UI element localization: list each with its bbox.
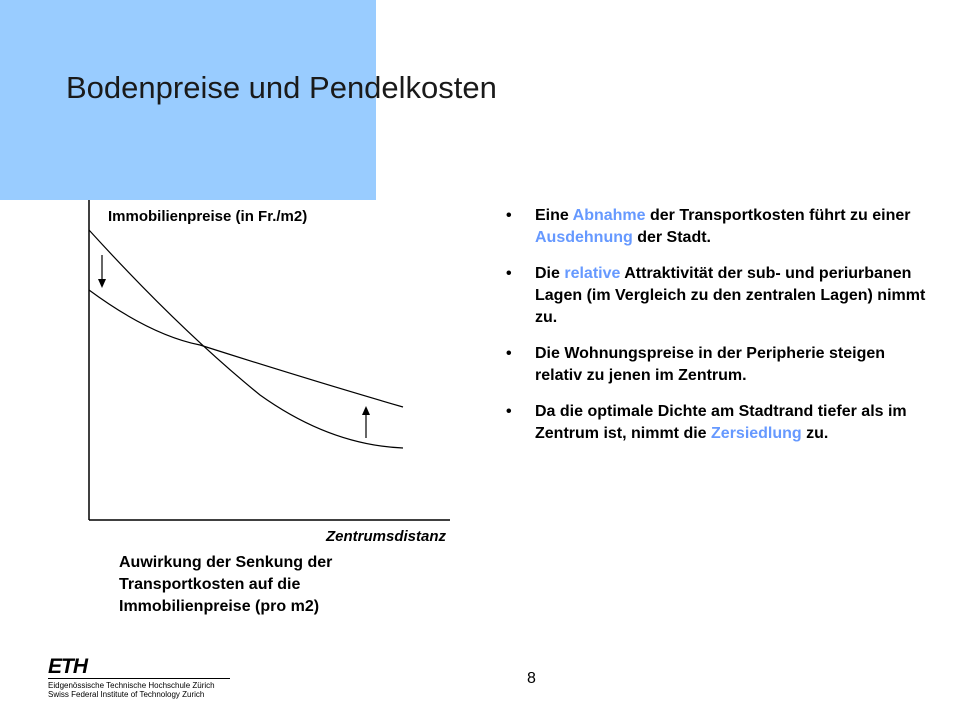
slide-title: Bodenpreise und Pendelkosten — [66, 70, 497, 105]
bullet-item — [506, 263, 936, 329]
curve-after-flat — [89, 290, 403, 407]
bullet-list — [506, 205, 936, 459]
bullet-item — [506, 401, 936, 445]
diagram-caption — [119, 552, 419, 618]
eth-logo-rule — [48, 678, 230, 679]
caption-line: Auwirkung der Senkung der — [119, 554, 333, 571]
bullet-item — [506, 343, 936, 387]
bullet-item — [506, 205, 936, 249]
bullet-dot: • — [506, 265, 512, 282]
arrow-periphery-up — [362, 406, 370, 438]
bullet-text-segment: zu. — [801, 425, 829, 442]
bullet-text-segment: der Stadt. — [632, 229, 711, 246]
bullet-text-segment: Die Wohnungspreise in der Peripherie steigen relativ zu jenen im Zentrum. — [535, 345, 886, 384]
bullet-text-segment: Da die optimale Dichte am Stadtrand tiefer als im Zentrum ist, nimmt die — [535, 403, 907, 442]
bullet-text-segment: Die — [535, 265, 565, 282]
bullet-dot: • — [506, 207, 512, 224]
curve-before-steep — [89, 230, 403, 448]
bullet-text-segment: Attraktivität der sub- und periurbanen Lagen (im Vergleich zu den zentralen Lagen) nimmt zu. — [535, 265, 926, 326]
arrow-center-down — [98, 255, 106, 288]
price-gradient-diagram — [60, 190, 470, 550]
eth-logo-line-en: Swiss Federal Institute of Technology Zurich — [48, 690, 205, 699]
page-number: 8 — [527, 670, 536, 687]
caption-line: Transportkosten auf die — [119, 576, 301, 593]
y-axis-label: Immobilienpreise (in Fr./m2) — [108, 208, 308, 225]
eth-wordmark: ETH — [48, 655, 87, 678]
bullet-text-segment: der Transportkosten führt zu einer — [645, 207, 911, 224]
bullet-highlight: Ausdehnung — [535, 229, 633, 246]
bullet-dot: • — [506, 345, 512, 362]
bullet-highlight: relative — [564, 265, 621, 282]
bullet-highlight: Abnahme — [572, 207, 646, 224]
eth-logo-line-de: Eidgenössische Technische Hochschule Zürich — [48, 681, 215, 690]
bullet-dot: • — [506, 403, 512, 420]
bullet-highlight: Zersiedlung — [711, 425, 802, 442]
bullet-text-segment: Eine — [535, 207, 573, 224]
eth-logo — [48, 655, 278, 700]
caption-line: Immobilienpreise (pro m2) — [119, 598, 320, 615]
x-axis-label: Zentrumsdistanz — [326, 528, 447, 545]
